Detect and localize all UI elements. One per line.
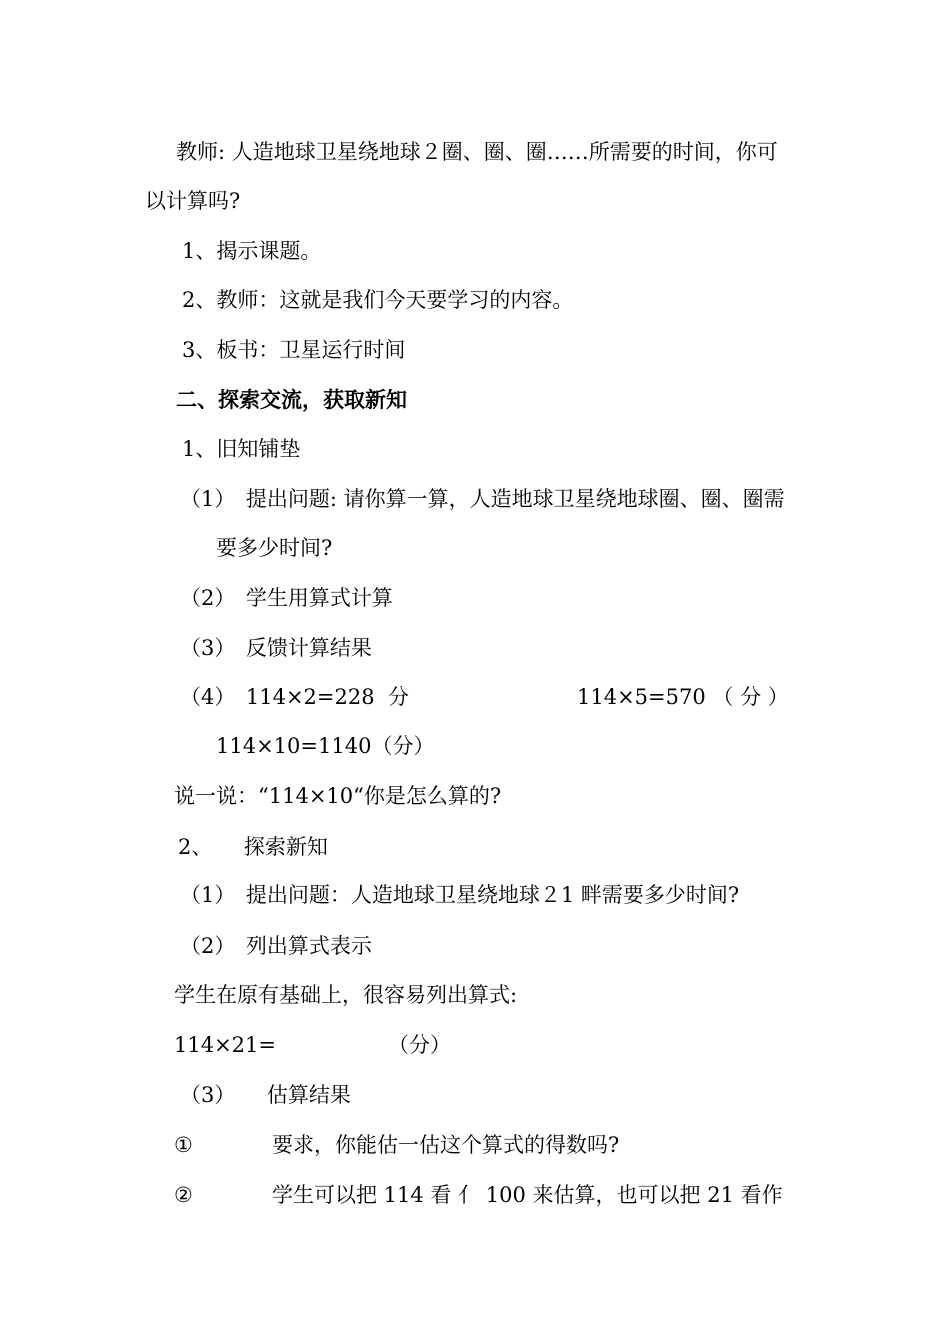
item-student-estimate: 学生可以把 114 看 亻 100 来估算，也可以把 21 看作 xyxy=(272,1183,783,1207)
item-list-equation: （2） 列出算式表示 xyxy=(180,934,372,958)
item-feedback: （3） 反馈计算结果 xyxy=(180,636,372,660)
equation-unit: （分） xyxy=(388,1033,451,1057)
paragraph-student-list: 学生在原有基础上，很容易列出算式: xyxy=(174,983,518,1007)
item-student-calc: （2） 学生用算式计算 xyxy=(180,586,393,610)
item-propose-question: （1） 提出问题: 请你算一算，人造地球卫星绕地球圈、圈、圈需 xyxy=(180,487,785,511)
equation-114x21: 114×21= xyxy=(174,1033,276,1057)
circled-number-2: ② xyxy=(174,1183,193,1207)
section-heading: 二、探索交流，获取新知 xyxy=(176,387,407,412)
subsection-review: 1、旧知铺垫 xyxy=(182,437,301,461)
item-estimate: （3） 估算结果 xyxy=(180,1083,351,1107)
item-propose-question-2: （1） 提出问题：人造地球卫星绕地球２1 畔需要多少时间? xyxy=(180,883,740,907)
paragraph-discuss: 说一说：“114×10“你是怎么算的? xyxy=(174,784,502,808)
item-propose-question-cont: 要多少时间? xyxy=(216,536,333,560)
item-requirement: 要求，你能估一估这个算式的得数吗? xyxy=(272,1133,620,1157)
item-equation-2: 114×5=570 （ 分 ） xyxy=(577,685,789,709)
item-equation-3: 114×10=1140（分） xyxy=(216,734,435,758)
item-equation-1: （4） 114×2=228 分 xyxy=(180,685,409,709)
step-reveal-topic: 1、揭示课题。 xyxy=(182,239,322,263)
step-teacher-content: 2、教师：这就是我们今天要学习的内容。 xyxy=(182,288,574,312)
circled-number-1: ① xyxy=(174,1133,193,1157)
subsection-explore: 2、 探索新知 xyxy=(178,835,328,859)
paragraph-teacher-question: 教师: 人造地球卫星绕地球２圈、圈、圈……所需要的时间，你可 xyxy=(176,140,778,164)
step-board-writing: 3、板书：卫星运行时间 xyxy=(182,338,406,362)
paragraph-teacher-question-cont: 以计算吗? xyxy=(145,189,241,213)
